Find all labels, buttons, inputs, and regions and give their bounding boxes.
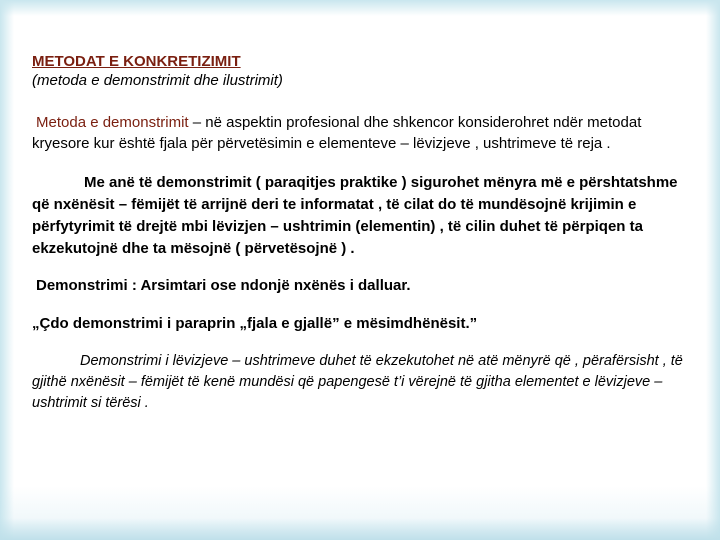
slide-subtitle: (metoda e demonstrimit dhe ilustrimit) — [32, 72, 283, 89]
demonstration-text: Me anë të demonstrimit ( paraqitjes praktike ) sigurohet mënyra më e përshtatshme që nxënësit – fëmijët të arrijnë deri te informatat , të cilat do të mundësojnë krijimin e përfytyrimit të drejtë mbi lëvizjen – ushtrimin (elementin) , të cilin duhet të përpiqen ta ekzekutojnë dhe ta mësojnë ( përvetësojnë ) . — [32, 174, 678, 257]
slide-border-right — [706, 0, 720, 540]
execution-text: Demonstrimi i lëvizjeve – ushtrimeve duhet të ekzekutohet në atë mënyrë që , përafërsisht , të gjithë nxënësit – fëmijët të kenë mundësi që papengesë t’i vërejnë të gjitha elementet e lëvizjeve – ushtrimit si tërësi . — [32, 353, 683, 411]
paragraph-definition — [32, 112, 692, 154]
paragraph-demonstration — [32, 172, 692, 260]
paragraph-demonstrator: Demonstrimi : Arsimtari ose ndonjë nxënës i dalluar. — [36, 277, 411, 294]
slide-content — [32, 52, 692, 414]
paragraph-execution — [32, 351, 692, 414]
quote-line: „Çdo demonstrimi i paraprin „fjala e gjallë” e mësimdhënësit.” — [32, 315, 478, 332]
definition-text: – në aspektin profesional dhe shkencor konsiderohret ndër metodat kryesore kur është fjala për përvetësimin e elementeve – lëvizjeve , ushtrimeve të reja . — [32, 114, 642, 152]
slide-title: METODAT E KONKRETIZIMIT — [32, 53, 241, 70]
slide-border-left — [0, 0, 14, 540]
slide-border-top — [0, 0, 720, 16]
definition-lead: Metoda e demonstrimit — [36, 114, 189, 131]
slide-border-bottom — [0, 518, 720, 540]
